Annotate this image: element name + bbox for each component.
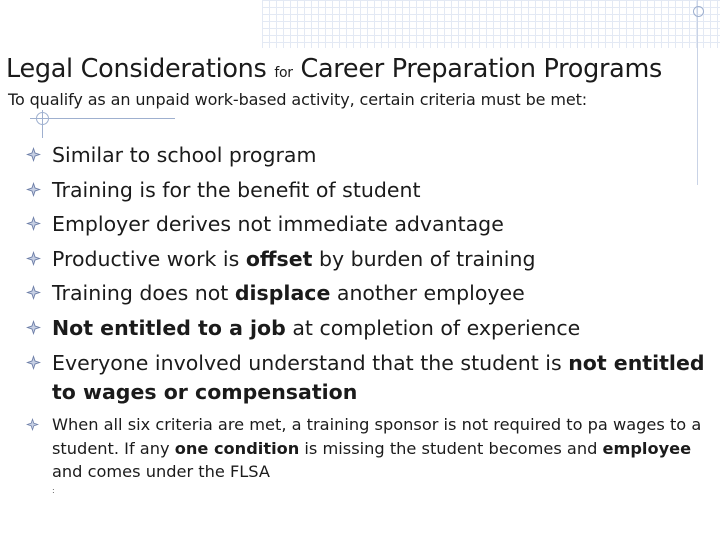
title-part-1: Legal Considerations — [6, 54, 275, 84]
criteria-text-pre: Everyone involved understand that the student is — [52, 350, 569, 375]
criteria-text-pre: Productive work is — [52, 246, 246, 271]
note-item — [52, 413, 718, 496]
decorative-circle-icon — [693, 6, 704, 17]
criteria-text-bold: offset — [245, 246, 313, 271]
decorative-horizontal-line — [30, 118, 175, 119]
criteria-item — [52, 176, 712, 205]
criteria-text-bold: displace — [234, 281, 331, 306]
note-text-mid: is missing the student becomes and — [299, 438, 603, 458]
slide-subtitle: To qualify as an unpaid work-based activity, certain criteria must be met: — [8, 90, 588, 109]
note-text-bold-2: employee — [602, 438, 692, 458]
criteria-text-bold: Not entitled to a job — [52, 315, 286, 340]
note-footnote: : — [52, 485, 55, 495]
criteria-text: Training is for the benefit of student — [52, 177, 421, 202]
criteria-text: Employer derives not immediate advantage — [52, 212, 504, 237]
diamond-star-icon — [26, 320, 41, 335]
criteria-text-post: another employee — [330, 281, 525, 306]
slide-title — [6, 54, 662, 84]
criteria-item — [52, 210, 712, 239]
note-text-pre: When all six criteria are met, a training sponsor is not required to pa wages to a student. If any — [52, 415, 702, 458]
criteria-list — [52, 141, 712, 412]
note-text-post: and comes under the FLSA — [52, 462, 270, 481]
criteria-text-pre: Training does not — [52, 281, 235, 306]
criteria-text-post: at completion of experience — [285, 315, 581, 340]
crosshair-circle-icon — [36, 112, 49, 125]
criteria-item — [52, 245, 712, 274]
diamond-star-icon — [26, 216, 41, 231]
criteria-item — [52, 349, 712, 407]
criteria-item — [52, 141, 712, 170]
diamond-star-icon — [26, 147, 41, 162]
diamond-star-icon — [26, 285, 41, 300]
diamond-star-icon — [26, 251, 41, 266]
note-text-bold-1: one condition — [174, 438, 300, 458]
title-part-2: for — [274, 65, 293, 81]
title-part-3: Career Preparation Programs — [292, 54, 662, 84]
note-list — [52, 413, 718, 496]
decorative-grid — [262, 0, 720, 48]
diamond-star-icon — [26, 182, 41, 197]
diamond-star-icon — [26, 418, 39, 431]
criteria-text-post: by burden of training — [312, 246, 536, 271]
criteria-item — [52, 279, 712, 308]
criteria-item — [52, 314, 712, 343]
criteria-text-bold: not entitled to wages or compensation — [52, 350, 705, 404]
criteria-text: Similar to school program — [52, 143, 317, 167]
diamond-star-icon — [26, 355, 41, 370]
